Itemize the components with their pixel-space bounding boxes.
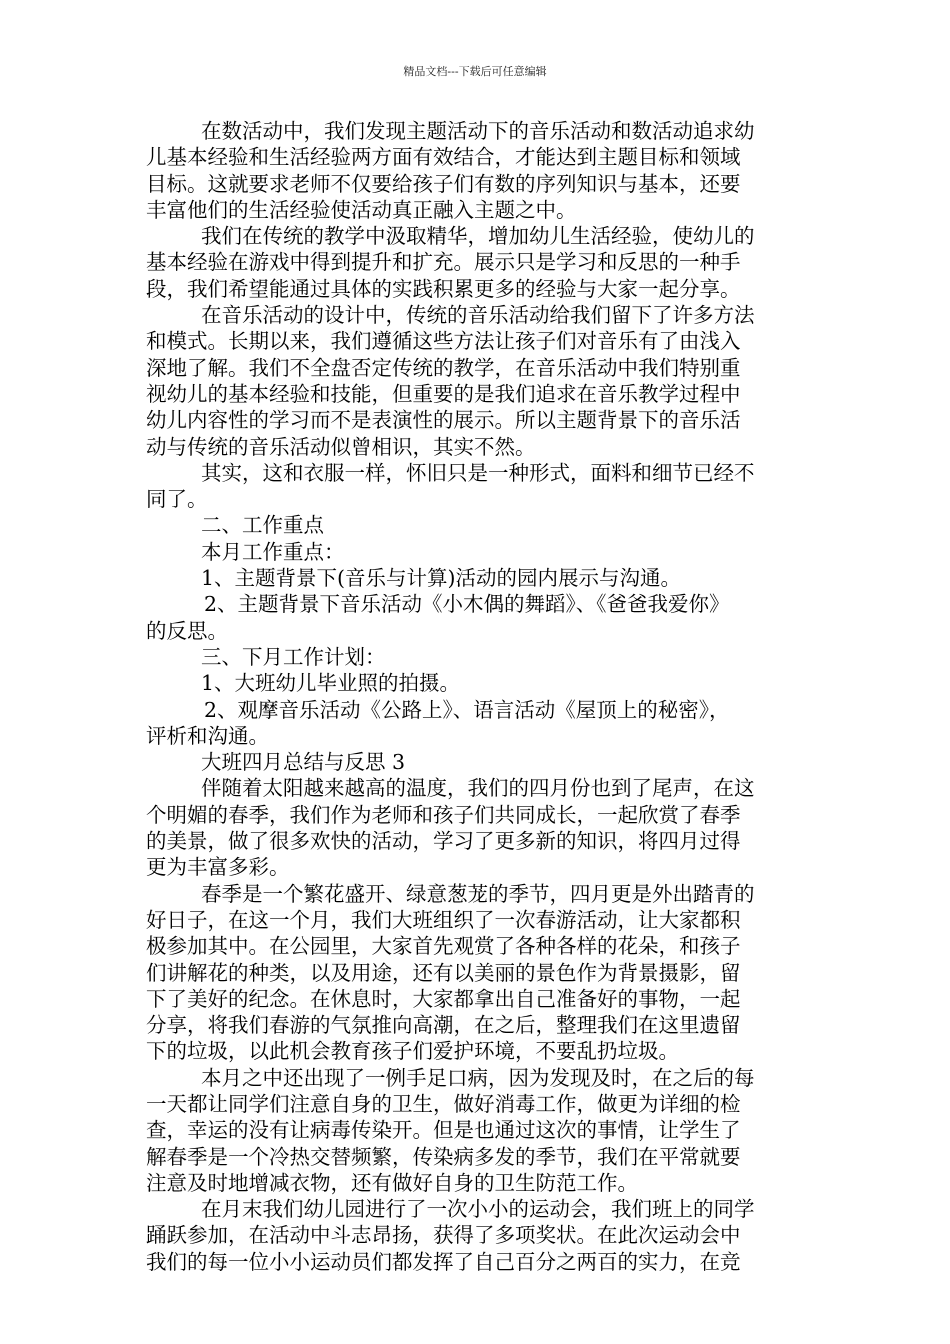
text-line: 们讲解花的种类，以及用途，还有以美丽的景色作为背景摄影，留 [146, 960, 741, 985]
text-line: 我们的每一位小小运动员们都发挥了自己百分之两百的实力，在竞 [146, 1249, 741, 1274]
text-line: 注意及时地增减衣物，还有做好自身的卫生防范工作。 [146, 1170, 638, 1195]
text-line: 更为丰富多彩。 [146, 855, 290, 880]
text-line: 春季是一个繁花盛开、绿意葱茏的季节，四月更是外出踏青的 [201, 881, 755, 906]
text-line: 在音乐活动的设计中，传统的音乐活动给我们留下了许多方法 [201, 303, 755, 328]
text-line: 幼儿内容性的学习而不是表演性的展示。所以主题背景下的音乐活 [146, 408, 741, 433]
list-item: 1、大班幼儿毕业照的拍摄。 [201, 671, 461, 696]
text-line: 深地了解。我们不全盘否定传统的教学，在音乐活动中我们特别重 [146, 355, 741, 380]
text-line: 段，我们希望能通过具体的实践积累更多的经验与大家一起分享。 [146, 276, 741, 301]
text-line: 视幼儿的基本经验和技能，但重要的是我们追求在音乐教学过程中 [146, 381, 741, 406]
text-line: 本月之中还出现了一例手足口病，因为发现及时，在之后的每 [201, 1065, 755, 1090]
text-line: 动与传统的音乐活动似曾相识，其实不然。 [146, 434, 536, 459]
document-body [146, 118, 806, 1275]
text-line: 其实，这和衣服一样，怀旧只是一种形式，面料和细节已经不 [201, 460, 755, 485]
section-heading: 三、下月工作计划： [201, 644, 386, 669]
text-line: 解春季是一个冷热交替频繁，传染病多发的季节，我们在平常就要 [146, 1144, 741, 1169]
text-line: 极参加其中。在公园里，大家首先观赏了各种各样的花朵，和孩子 [146, 934, 741, 959]
list-item: 2、观摩音乐活动《公路上》、语言活动《屋顶上的秘密》， [204, 697, 730, 722]
text-line: 目标。这就要求老师不仅要给孩子们有数的序列知识与基本，还要 [146, 171, 741, 196]
text-line: 的美景，做了很多欢快的活动，学习了更多新的知识，将四月过得 [146, 829, 741, 854]
text-line: 伴随着太阳越来越高的温度，我们的四月份也到了尾声，在这 [201, 776, 755, 801]
text-line: 下了美好的纪念。在休息时，大家都拿出自己准备好的事物，一起 [146, 986, 741, 1011]
text-line: 在数活动中，我们发现主题活动下的音乐活动和数活动追求幼 [201, 119, 755, 143]
text-line: 的反思。 [146, 618, 228, 643]
section-heading: 二、工作重点 [201, 513, 324, 538]
list-item: 2、主题背景下音乐活动《小木偶的舞蹈》、《爸爸我爱你》 [204, 592, 730, 617]
text-line: 踊跃参加，在活动中斗志昂扬，获得了多项奖状。在此次运动会中 [146, 1223, 741, 1248]
text-line: 个明媚的春季，我们作为老师和孩子们共同成长，一起欣赏了春季 [146, 802, 741, 827]
text-line: 丰富他们的生活经验使活动真正融入主题之中。 [146, 197, 577, 222]
section-title: 大班四月总结与反思 3 [201, 750, 406, 775]
page-header: 精品文档---下载后可任意编辑 [403, 65, 547, 78]
text-line: 查，幸运的没有让病毒传染开。但是也通过这次的事情，让学生了 [146, 1118, 741, 1143]
text-line: 分享，将我们春游的气氛推向高潮，在之后，整理我们在这里遗留 [146, 1013, 741, 1038]
text-line: 在月末我们幼儿园进行了一次小小的运动会，我们班上的同学 [201, 1197, 755, 1222]
text-line: 我们在传统的教学中汲取精华，增加幼儿生活经验，使幼儿的 [201, 224, 755, 249]
text-line: 同了。 [146, 487, 208, 512]
text-line: 评析和沟通。 [146, 723, 269, 748]
list-item: 1、主题背景下(音乐与计算)活动的园内展示与沟通。 [201, 566, 682, 591]
text-line: 一天都让同学们注意自身的卫生，做好消毒工作，做更为详细的检 [146, 1091, 741, 1116]
text-line: 基本经验在游戏中得到提升和扩充。展示只是学习和反思的一种手 [146, 250, 741, 275]
text-line: 本月工作重点： [201, 539, 345, 564]
text-line: 下的垃圾，以此机会教育孩子们爱护环境，不要乱扔垃圾。 [146, 1039, 679, 1064]
text-line: 和模式。长期以来，我们遵循这些方法让孩子们对音乐有了由浅入 [146, 329, 741, 354]
text-line: 儿基本经验和生活经验两方面有效结合，才能达到主题目标和领域 [146, 145, 741, 170]
text-line: 好日子，在这一个月，我们大班组织了一次春游活动，让大家都积 [146, 907, 741, 932]
